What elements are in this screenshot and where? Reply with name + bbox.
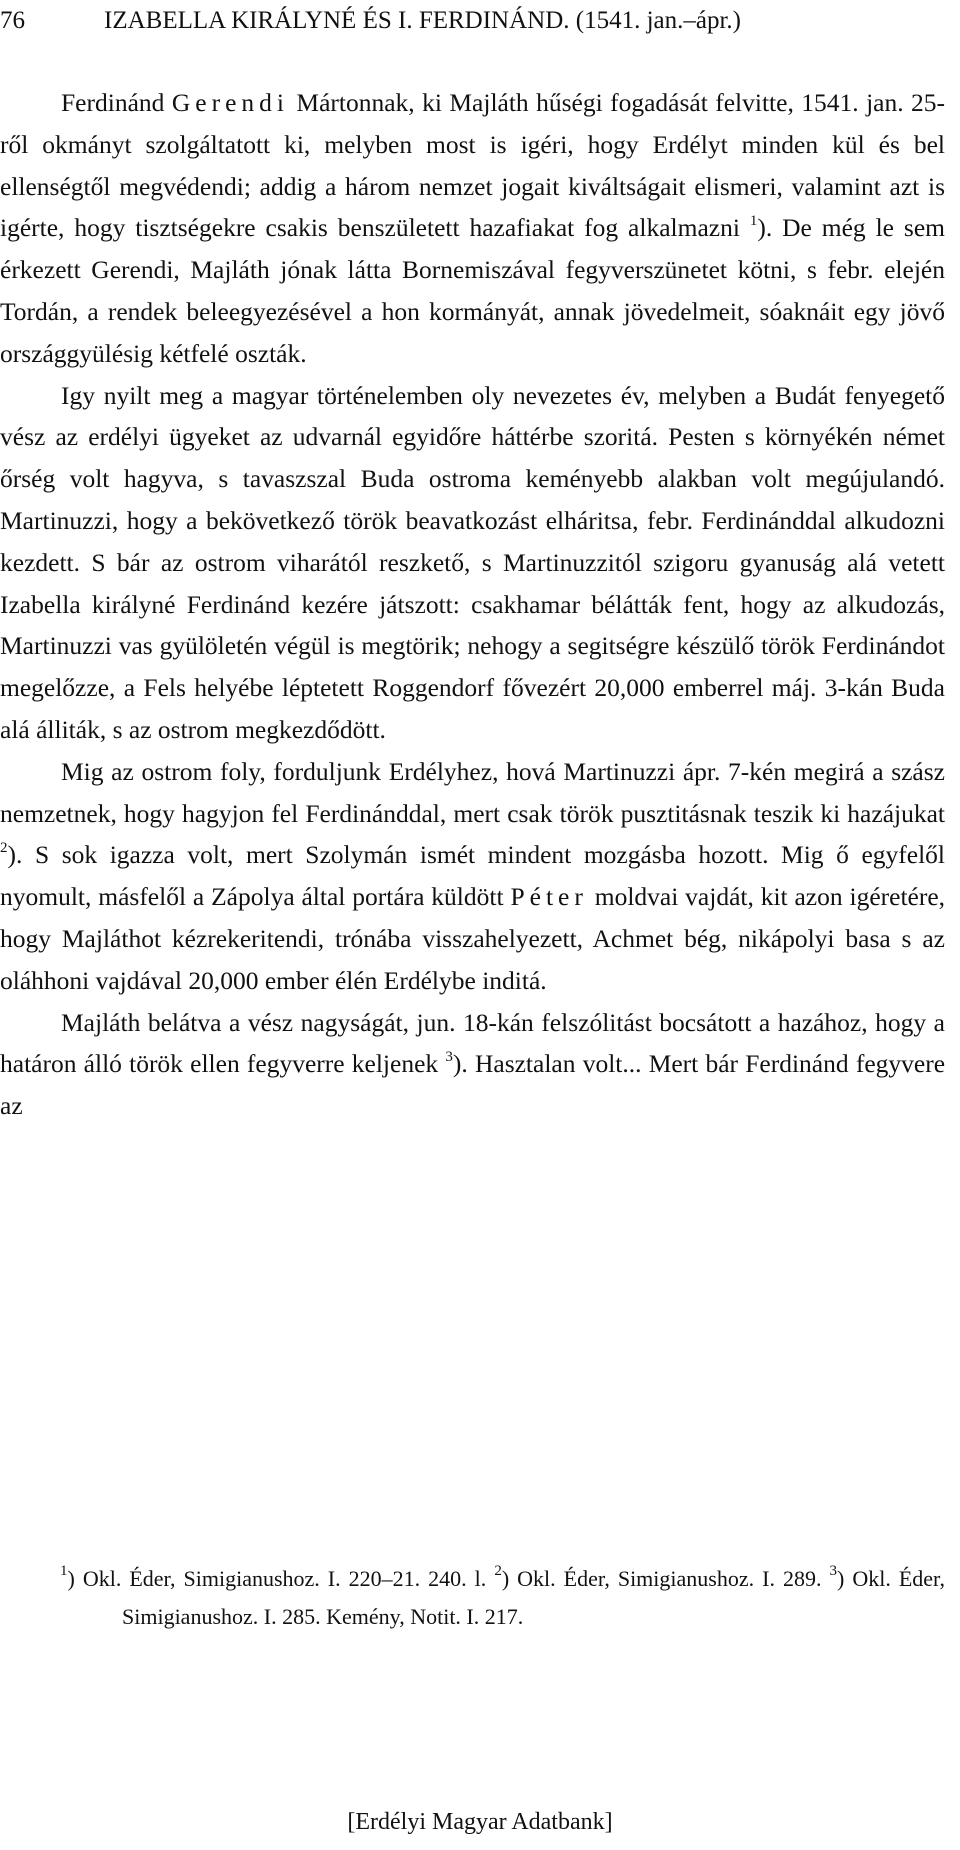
- footnote-marker-3: 3: [829, 1563, 837, 1579]
- running-head: IZABELLA KIRÁLYNÉ ÉS I. FERDINÁND. (1541. jan.–ápr.): [104, 7, 741, 34]
- footnote-text-1: ) Okl. Éder, Simigianushoz. I. 220–21. 240. l.: [67, 1566, 487, 1591]
- paragraph-3-text-b: ). S sok igazza volt, mert Szolymán ismét mindent mozgásba hozott. Mig ő egyfelől nyomult, másfelől a Zápolya által portára küldött: [0, 840, 945, 912]
- paragraph-3-text-c: moldvai vajdát, kit azon igéretére, hogy Majláthot kézrekeritendi, trónába visszahelyezett, Achmet bég, nikápolyi basa s az oláhhoni vajdával 20,000 ember élén Erdélybe inditá.: [0, 882, 946, 995]
- paragraph-3-text-a: Mig az ostrom foly, forduljunk Erdélyhez, hová Martinuzzi ápr. 7-kén megirá a szász nemzetnek, hogy hagyjon fel Ferdinánddal, mert csak török pusztitásnak teszik ki hazájukat: [0, 756, 945, 828]
- footnotes: [0, 1560, 945, 1636]
- footnote-text-2: ) Okl. Éder, Simigianushoz. I. 289.: [501, 1566, 822, 1591]
- paragraph-4-text-b: ). Hasztalan volt... Mert bár Ferdinánd fegyvere az: [0, 1049, 946, 1121]
- spaced-name-peter: Péter: [510, 882, 588, 912]
- paragraph-2: Igy nyilt meg a magyar történelemben oly nevezetes év, melyben a Budát fenyegető vész az erdélyi ügyeket az udvarnál egyidőre háttérbe szoritá. Pesten s környékén német őrség volt hagyva, s tavaszszal Buda ostroma keményebb alakban volt megújulandó. Martinuzzi, hogy a bekövetkező török beavatkozást elháritsa, febr. Ferdinánddal alkudozni kezdett. S bár az ostrom viharától reszkető, s Martinuzzitól szigoru gyanuság alá vetett Izabella királyné Ferdinánd kezére játszott: csakhamar bélátták fent, hogy az alkudozás, Martinuzzi vas gyülöletén végül is megtörik; nehogy a segitségre készülő török Ferdinándot megelőzze, a Fels helyébe léptetett Roggendorf fővezért 20,000 emberrel máj. 3-kán Buda alá álliták, s az ostrom megkezdődött.: [0, 380, 945, 744]
- footnote-ref-1: 1: [749, 213, 758, 230]
- body-text: [0, 82, 945, 1127]
- footnote-ref-3: 3: [445, 1049, 453, 1066]
- footnote-text-3: ) Okl. Éder, Simigianushoz. I. 285. Kemény, Notit. I. 217.: [122, 1566, 945, 1629]
- paragraph-4-text-a: Majláth belátva a vész nagyságát, jun. 18-kán felszólitást bocsátott a hazához, hogy a határon álló török ellen fegyverre keljenek: [0, 1007, 945, 1079]
- paragraph-1-text-a: Ferdinánd: [61, 88, 165, 117]
- paragraph-3: [0, 751, 945, 1002]
- paragraph-4: [0, 1002, 945, 1127]
- footnote-marker-1: 1: [60, 1563, 68, 1579]
- paragraph-1-text-c: ). De még le sem érkezett Gerendi, Majláth jónak látta Bornemiszával fegyverszünetet kötni, s febr. elején Tordán, a rendek beleegyezésével a hon kormányát, annak jövedelmeit, sóaknáit egy jövő országgyülésig kétfelé oszták.: [0, 213, 945, 368]
- paragraph-1: [0, 82, 945, 375]
- page-footer: [Erdélyi Magyar Adatbank]: [347, 1809, 613, 1835]
- footnote-block: [0, 1560, 945, 1636]
- paragraph-1-text-b: Mártonnak, ki Majláth hűségi fogadását felvitte, 1541. jan. 25-ről okmányt szolgáltatott ki, melyben most is igéri, hogy Erdélyt minden kül és bel ellenségtől megvédendi; addig a három nemzet jogait kiváltságait elismeri, valamint azt is igérte, hogy tisztségekre csakis benszületett hazafiakat fog alkalmazni: [0, 88, 946, 243]
- footnote-ref-2: 2: [0, 840, 8, 857]
- spaced-name-gerendi: Gerendi: [171, 88, 289, 117]
- page-number: 76: [0, 7, 25, 34]
- footnote-marker-2: 2: [494, 1563, 502, 1579]
